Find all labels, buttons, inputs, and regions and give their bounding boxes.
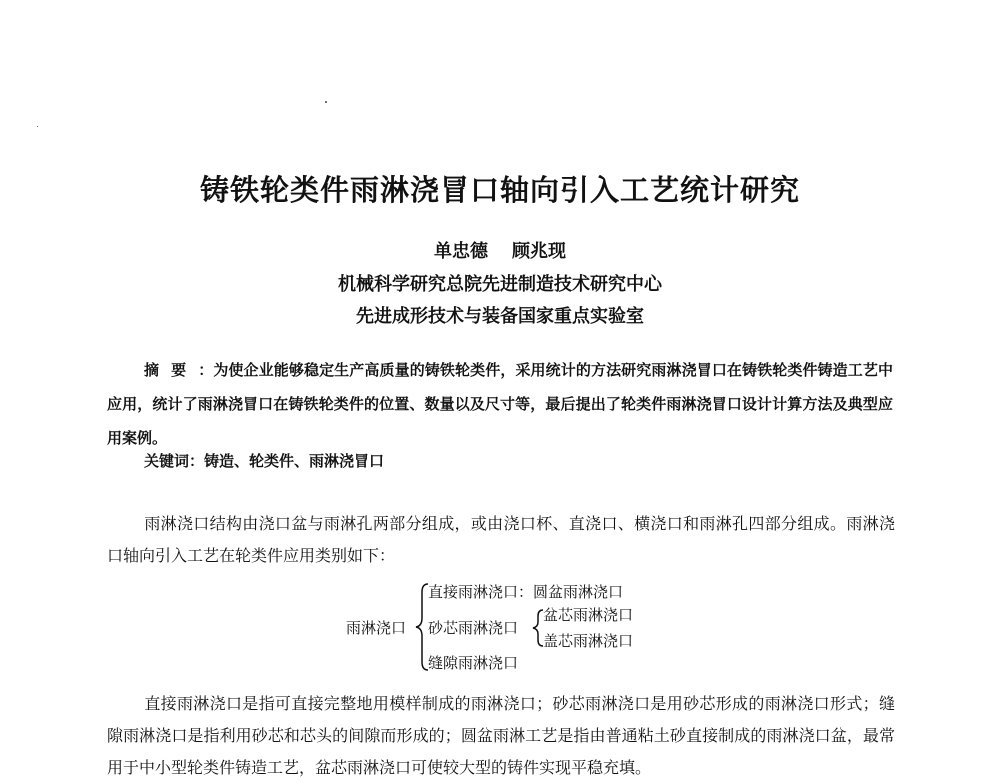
abstract (107, 353, 893, 455)
classification-branch: 砂芯雨淋浇口 (428, 619, 519, 637)
scan-speck (325, 101, 327, 103)
paragraph-text: 直接雨淋浇口是指可直接完整地用模样制成的雨淋浇口；砂芯雨淋浇口是用砂芯形成的雨淋浇口形式；缝隙雨淋浇口是指利用砂芯和芯头的间隙而形成的；圆盆雨淋工艺是指由普通粘土砂直接制成的雨淋浇口盆，最常用于中小型轮类件铸造工艺，盆芯雨淋浇口可使较大型的铸件实现平稳充填。 (107, 694, 895, 777)
classification-leaf: 盆芯雨淋浇口 (543, 606, 634, 624)
classification-branch: 缝隙雨淋浇口 (428, 654, 519, 672)
paragraph-text: 雨淋浇口结构由浇口盆与雨淋孔两部分组成，或由浇口杯、直浇口、横浇口和雨淋孔四部分组成。雨淋浇口轴向引入工艺在轮类件应用类别如下： (107, 514, 895, 565)
author-line (0, 237, 1000, 263)
main-brace (416, 584, 428, 670)
abstract-text: ：为使企业能够稳定生产高质量的铸铁轮类件，采用统计的方法研究雨淋浇冒口在铸铁轮类件铸造工艺中应用，统计了雨淋浇冒口在铸铁轮类件的位置、数量以及尺寸等，最后提出了轮类件雨淋浇冒口设计计算方法及典型应用案例。 (107, 361, 893, 447)
classification-root: 雨淋浇口 (346, 619, 407, 637)
affiliation: 先进成形技术与装备国家重点实验室 (356, 306, 644, 327)
sub-brace (533, 610, 543, 646)
author-name: 顾兆现 (512, 241, 566, 262)
classification-branch: 直接雨淋浇口：圆盆雨淋浇口 (428, 583, 624, 601)
keywords: 关键词：铸造、轮类件、雨淋浇冒口 (144, 452, 385, 470)
abstract-label: 摘要 (144, 361, 199, 379)
affiliation: 机械科学研究总院先进制造技术研究中心 (338, 274, 662, 295)
paper-title: 铸铁轮类件雨淋浇冒口轴向引入工艺统计研究 (199, 173, 800, 207)
scan-speck (37, 126, 38, 127)
body-paragraph (107, 688, 895, 784)
classification-diagram (340, 576, 760, 686)
author-name: 单忠德 (434, 241, 488, 262)
classification-leaf: 盖芯雨淋浇口 (543, 632, 634, 650)
body-paragraph (107, 508, 895, 572)
